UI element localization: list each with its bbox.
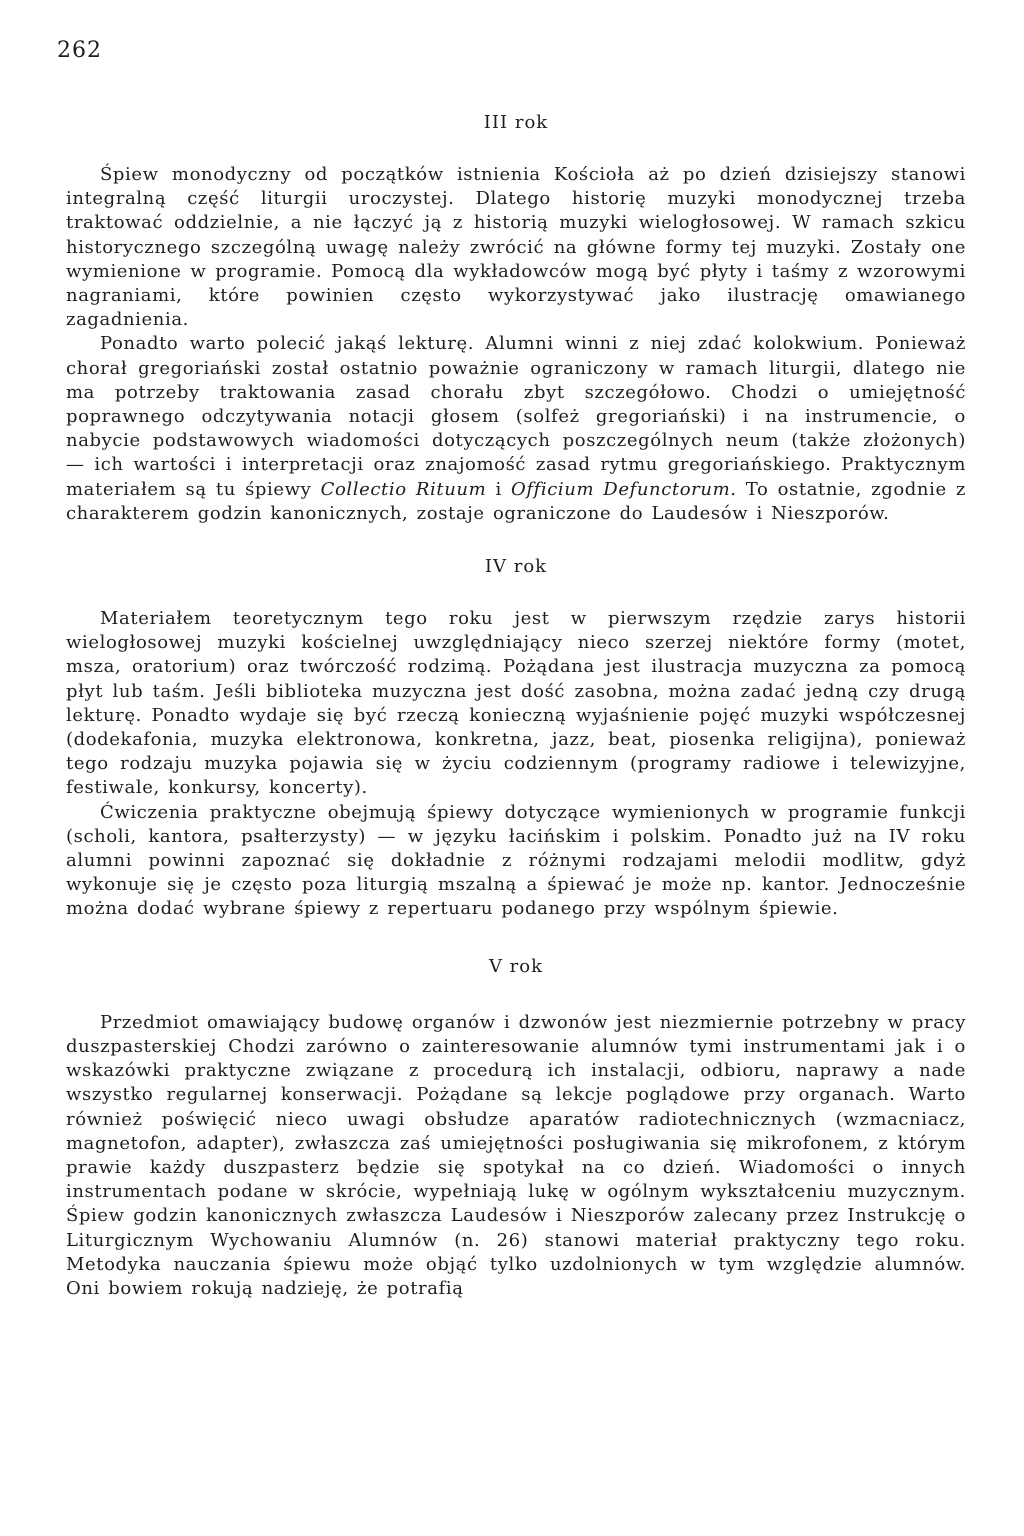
section-heading-iii-rok: III rok xyxy=(483,112,549,133)
paragraph-iii-2 xyxy=(66,332,966,526)
italic-collectio-rituum: Collectio Rituum xyxy=(320,478,487,500)
section-heading-v-rok: V rok xyxy=(488,955,544,977)
paragraph-iii-2-tail: To ostatnie, zgodnie z charakterem godzin kanonicznych, zostaje ograniczone do Laudesów i Nieszporów. xyxy=(66,478,966,524)
page-number: 262 xyxy=(57,38,102,63)
paragraph-v-1: Przedmiot omawiający budowę organów i dzwonów jest niezmiernie potrzebny w pracy duszpasterskiej Chodzi zarówno o zainteresowanie alumnów tymi instrumentami jak i o wskazówki praktyczne związane z procedurą ich instalacji, odbioru, naprawy a nade wszystko regularnej konserwacji. Pożądane są lekcje poglądowe przy organach. Warto również poświęcić nieco uwagi obsłudze aparatów radiotechnicznych (wzmacniacz, magnetofon, adapter), zwłaszcza zaś umiejętności posługiwania się mikrofonem, z którym prawie każdy duszpasterz będzie się spotykał na co dzień. Wiadomości o innych instrumentach podane w skrócie, wypełniają lukę w ogólnym wykształceniu muzycznym. Śpiew godzin kanonicznych zwłaszcza Laudesów i Nieszporów zalecany przez Instrukcję o Liturgicznym Wychowaniu Alumnów (n. 26) stanowi materiał praktyczny tego roku. Metodyka nauczania śpiewu może objąć tylko uzdolnionych w tym względzie alumnów. Oni bowiem rokują nadzieję, że potrafią xyxy=(66,1011,966,1299)
paragraph-iii-2-text: Ponadto warto polecić jakąś lekturę. Alumni winni z niej zdać kolokwium. Ponieważ chorał gregoriański został ostatnio poważnie ograniczony w ramach liturgii, dlatego nie ma potrzeby traktowania zasad chorału zbyt szczegółowo. Chodzi o umiejętność poprawnego odczytywania notacji głosem (solfeż gregoriański) i na instrumencie, o nabycie podstawowych wiadomości dotyczących poszczególnych neum (także złożonych) — ich wartości i interpretacji oraz znajomość zasad rytmu gregoriańskiego. Praktycznym materiałem są tu śpiewy xyxy=(66,333,966,500)
paragraph-iv-1: Materiałem teoretycznym tego roku jest w pierwszym rzędzie zarys historii wielogłosowej muzyki kościelnej uwzględniający nieco szerzej niektóre formy (motet, msza, oratorium) oraz twórczość rodzimą. Pożądana jest ilustracja muzyczna za pomocą płyt lub taśm. Jeśli biblioteka muzyczna jest dość zasobna, można zadać jedną czy drugą lekturę. Ponadto wydaje się być rzeczą konieczną wyjaśnienie pojęć muzyki współczesnej (dodekafonia, muzyka elektronowa, konkretna, jazz, beat, piosenka religijna), ponieważ tego rodzaju muzyka pojawia się w życiu codziennym (programy radiowe i telewizyjne, festiwale, konkursy, koncerty). xyxy=(66,608,966,799)
paragraph-iv-2: Ćwiczenia praktyczne obejmują śpiewy dotyczące wymienionych w programie funkcji (scholi, kantora, psałterzysty) — w języku łacińskim i polskim. Ponadto już na IV roku alumni powinni zapoznać się dokładnie z różnymi rodzajami melodii modlitw, gdyż wykonuje się je często poza liturgią mszalną a śpiewać je może np. kantor. Jednocześnie można dodać wybrane śpiewy z repertuaru podanego przy wspólnym śpiewie. xyxy=(66,801,966,920)
section-heading-iv-rok: IV rok xyxy=(484,556,548,578)
text-column xyxy=(66,112,966,1301)
italic-officium-defunctorum: Officium Defunctorum. xyxy=(510,478,737,500)
paragraph-iii-1: Śpiew monodyczny od początków istnienia Kościoła aż po dzień dzisiejszy stanowi integralną część liturgii uroczystej. Dlatego historię muzyki monodycznej trzeba traktować oddzielnie, a nie łączyć ją z historią muzyki wielogłosowej. W ramach szkicu historycznego szczególną uwagę należy zwrócić na główne formy tej muzyki. Zostały one wymienione w programie. Pomocą dla wykładowców mogą być płyty i taśmy z wzorowymi nagraniami, które powinien często wykorzystywać jako ilustrację omawianego zagadnienia. xyxy=(66,164,966,331)
paragraph-iii-2-mid: i xyxy=(486,478,511,500)
